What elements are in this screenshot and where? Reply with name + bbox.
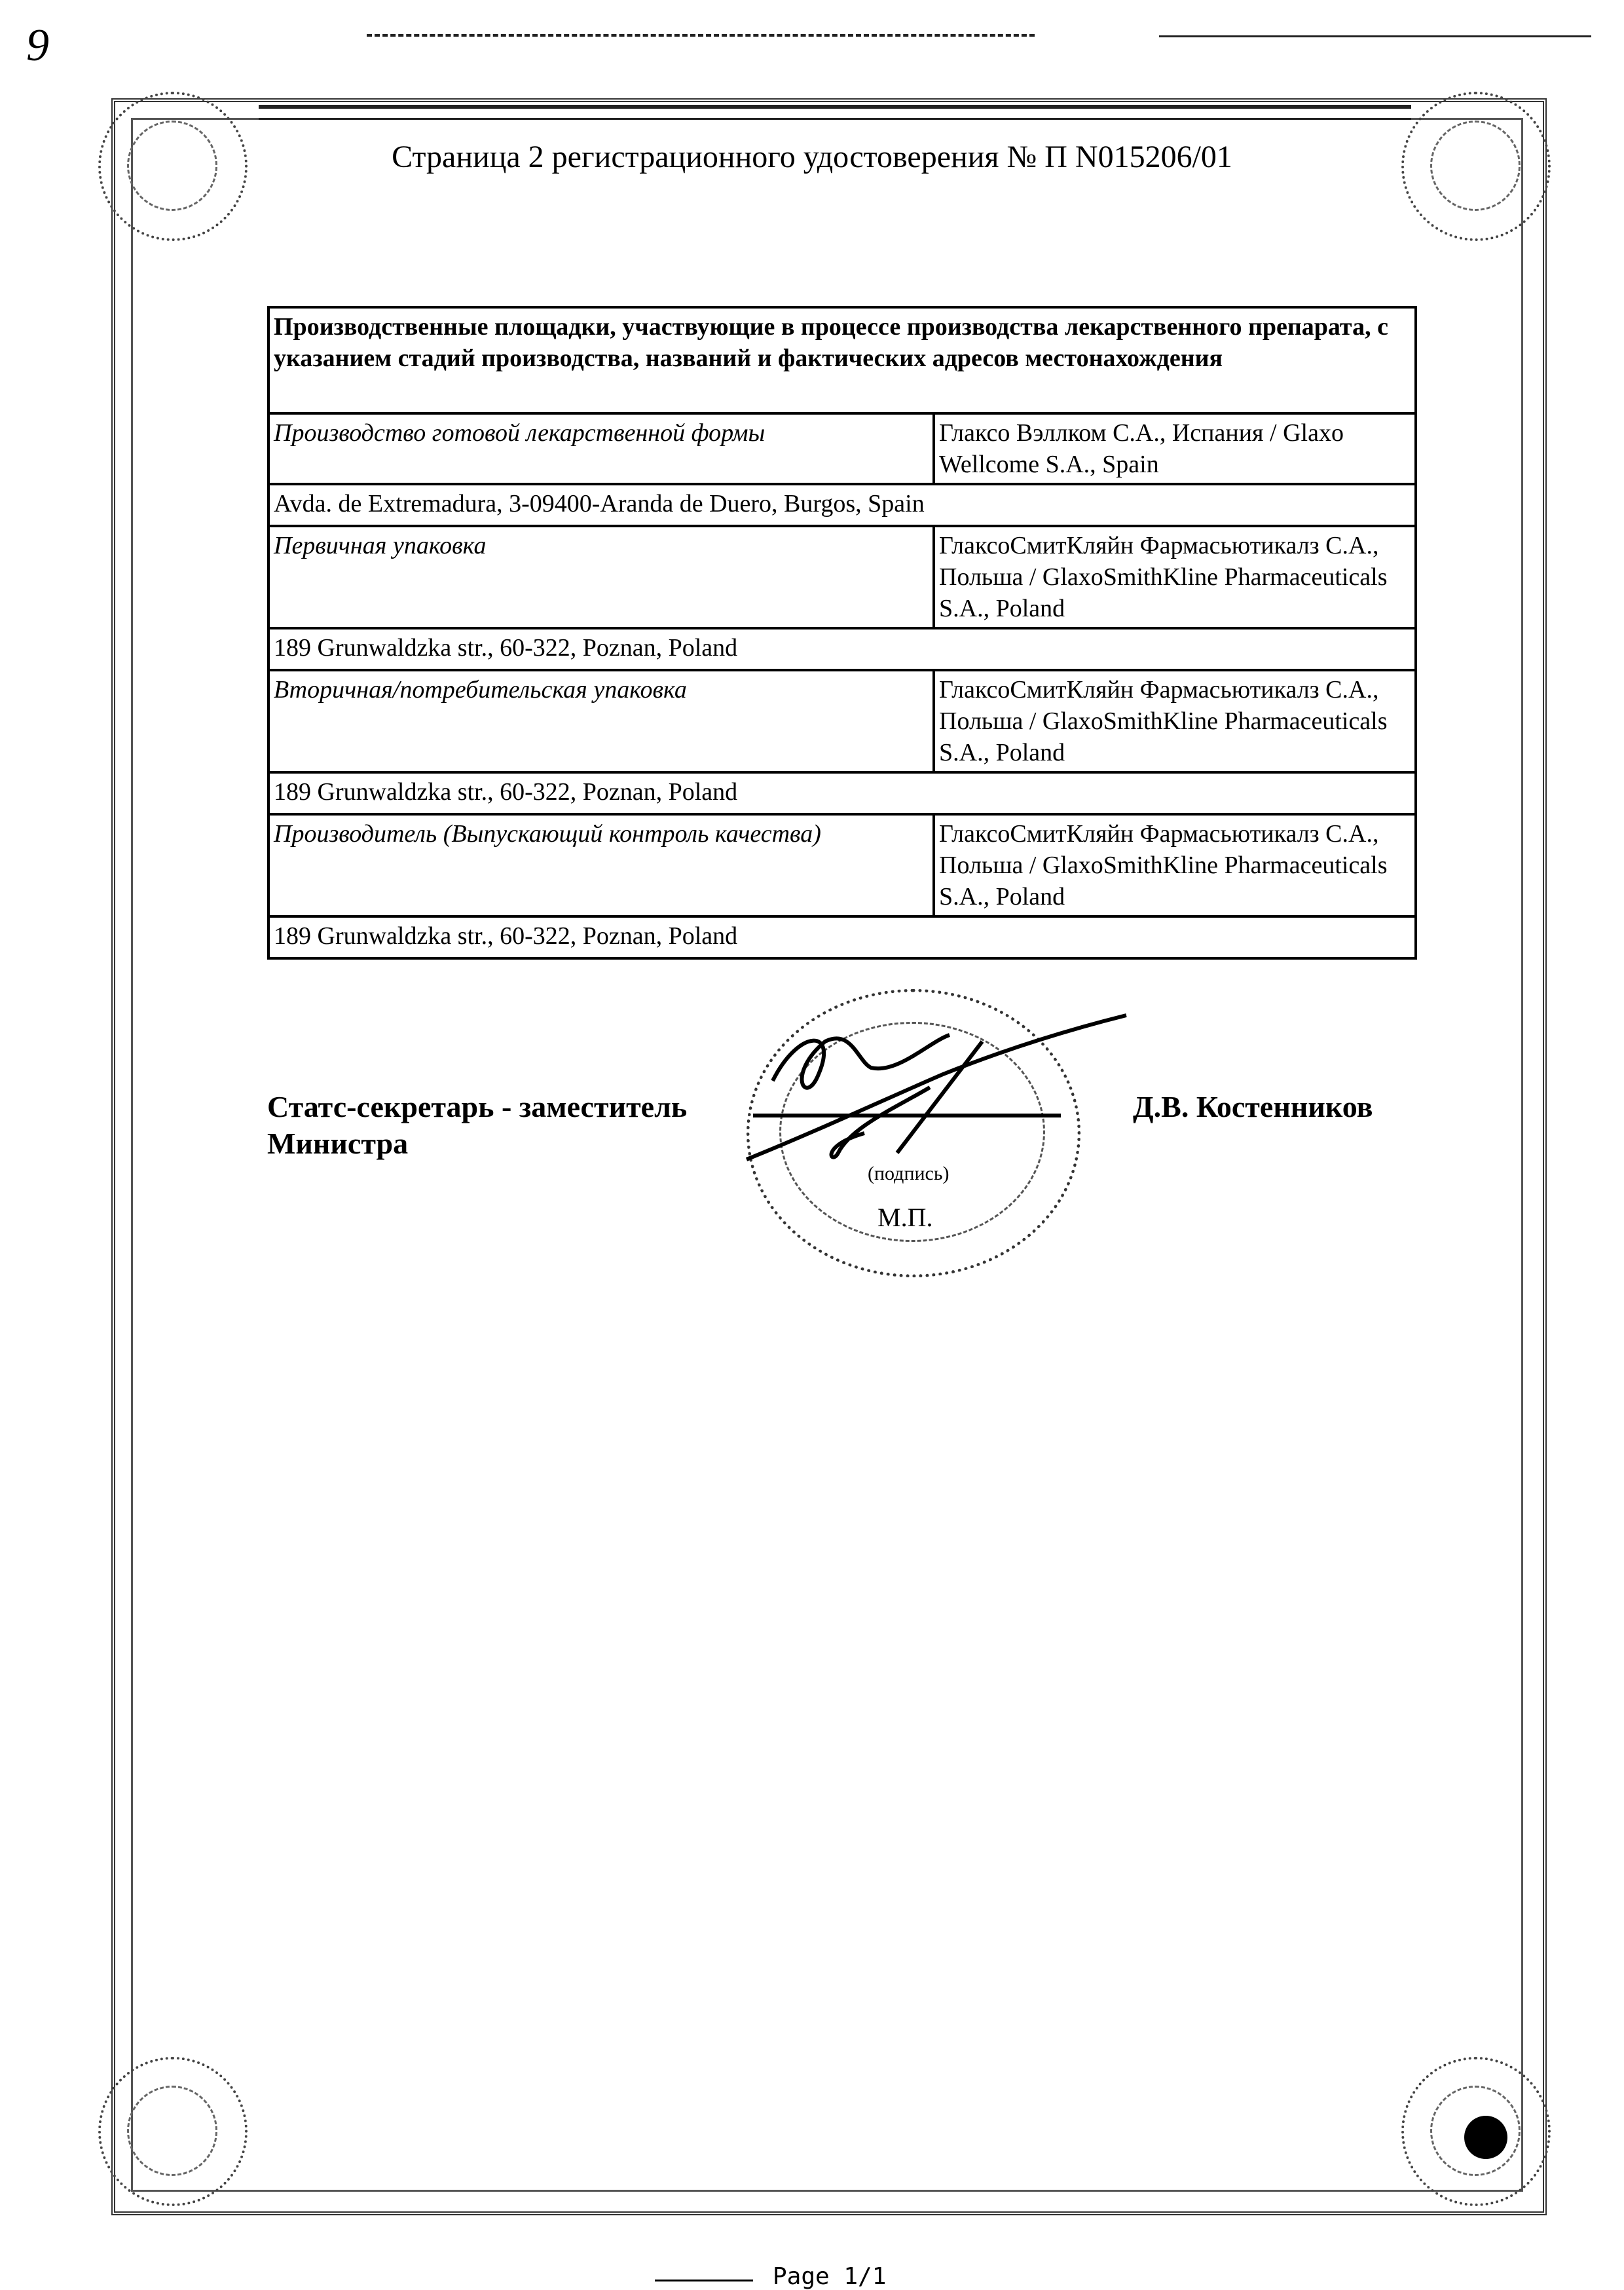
page-title: Страница 2 регистрационного удостоверения № П N015206/01 <box>392 140 1232 174</box>
corner-rosette-bottom-left <box>98 2057 248 2206</box>
company-cell: Глаксо Вэллком С.А., Испания / Glaxo Wellcome S.A., Spain <box>934 413 1416 484</box>
company-cell: ГлаксоСмитКляйн Фармасьютикалз С.А., Польша / GlaxoSmithKline Pharmaceuticals S.A., Poland <box>934 526 1416 628</box>
company-cell: ГлаксоСмитКляйн Фармасьютикалз С.А., Польша / GlaxoSmithKline Pharmaceuticals S.A., Poland <box>934 670 1416 772</box>
address-cell: 189 Grunwaldzka str., 60-322, Poznan, Poland <box>268 916 1416 958</box>
top-dashed-line <box>367 34 1035 37</box>
table-row <box>268 413 1416 484</box>
table-row <box>268 526 1416 628</box>
signature-caption: (подпись) <box>868 1163 950 1184</box>
page-footer: Page 1/1 <box>773 2263 887 2290</box>
signatory-position: Статс-секретарь - заместитель Министра <box>267 1090 688 1160</box>
handwritten-signature <box>733 1002 1139 1173</box>
stage-cell: Производство готовой лекарственной формы <box>268 413 934 484</box>
company-cell: ГлаксоСмитКляйн Фармасьютикалз С.А., Польша / GlaxoSmithKline Pharmaceuticals S.A., Poland <box>934 814 1416 916</box>
production-sites-table <box>267 306 1417 960</box>
stamp-place-label: М.П. <box>877 1203 933 1232</box>
top-rule <box>1159 35 1591 37</box>
decorative-top-rule <box>259 105 1411 120</box>
signatory-name: Д.В. Костенников <box>1133 1090 1373 1123</box>
handwritten-page-number: 9 <box>26 20 49 71</box>
table-header: Производственные площадки, участвующие в процессе производства лекарственного препарата, с указанием стадий производства, названий и фактических адресов местонахождения <box>268 307 1416 413</box>
stage-cell: Первичная упаковка <box>268 526 934 628</box>
black-dot-mark <box>1464 2116 1507 2159</box>
address-cell: 189 Grunwaldzka str., 60-322, Poznan, Poland <box>268 628 1416 670</box>
stage-cell: Производитель (Выпускающий контроль качества) <box>268 814 934 916</box>
table-row <box>268 814 1416 916</box>
table-row <box>268 670 1416 772</box>
stage-cell: Вторичная/потребительская упаковка <box>268 670 934 772</box>
address-cell: Avda. de Extremadura, 3-09400-Aranda de Duero, Burgos, Spain <box>268 484 1416 526</box>
address-cell: 189 Grunwaldzka str., 60-322, Poznan, Poland <box>268 772 1416 814</box>
